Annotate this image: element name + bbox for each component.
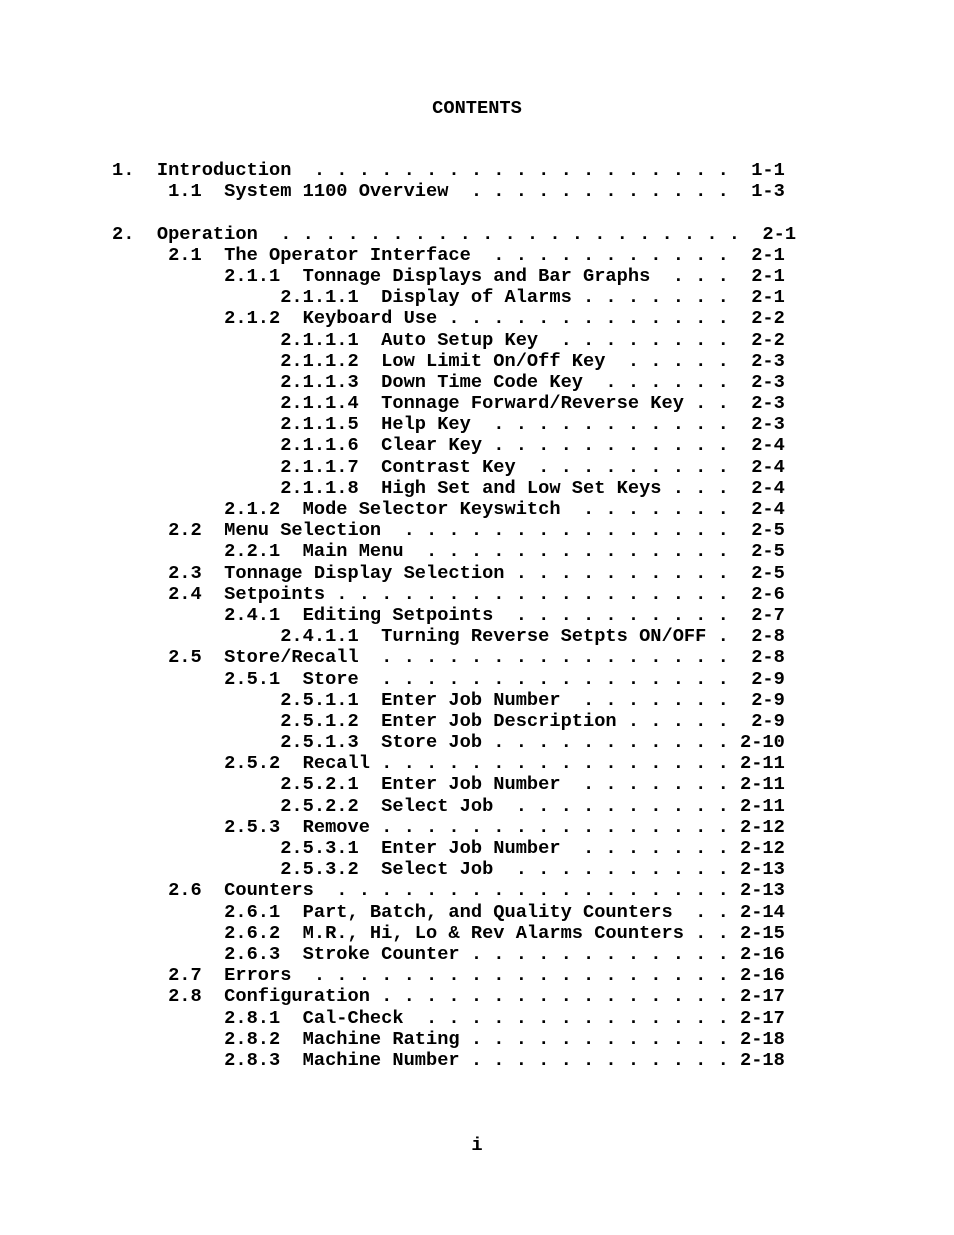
toc-entry-display-of-alarms: 2.1.1.1 Display of Alarms . . . . . . . 2-1: [112, 286, 785, 309]
toc-entry-machine-number: 2.8.3 Machine Number . . . . . . . . . . . . 2-18: [112, 1048, 785, 1071]
toc-entry-auto-setup-key: 2.1.1.1 Auto Setup Key . . . . . . . . 2-2: [112, 328, 785, 351]
toc-entry-configuration: 2.8 Configuration . . . . . . . . . . . . . . . . 2-17: [112, 985, 785, 1008]
toc-entry-operation: 2. Operation . . . . . . . . . . . . . . . . . . . . . 2-1: [112, 222, 797, 245]
toc-entry-operator-interface: 2.1 The Operator Interface . . . . . . . . . . . 2-1: [112, 243, 785, 266]
toc-entry-mode-selector-keyswitch: 2.1.2 Mode Selector Keyswitch . . . . . . . 2-4: [112, 498, 785, 520]
toc-entry-remove: 2.5.3 Remove . . . . . . . . . . . . . . . . 2-12: [112, 815, 785, 838]
toc-entry-machine-rating: 2.8.2 Machine Rating . . . . . . . . . . . . 2-18: [112, 1027, 785, 1050]
toc-entry-editing-setpoints: 2.4.1 Editing Setpoints . . . . . . . . . . 2-7: [112, 603, 785, 626]
toc-entry-store: 2.5.1 Store . . . . . . . . . . . . . . . . 2-9: [112, 667, 785, 690]
toc-entry-part-batch-quality-counters: 2.6.1 Part, Batch, and Quality Counters . . 2-14: [112, 900, 785, 923]
toc-entry-recall-enter-job-number: 2.5.2.1 Enter Job Number . . . . . . . 2-11: [112, 773, 785, 796]
toc-entry-system-1100-overview: 1.1 System 1100 Overview . . . . . . . . . . . . 1-3: [112, 180, 785, 203]
toc-entry-keyboard-use: 2.1.2 Keyboard Use . . . . . . . . . . . . . 2-2: [112, 307, 785, 330]
toc-entry-main-menu: 2.2.1 Main Menu . . . . . . . . . . . . . . 2-5: [112, 540, 785, 563]
table-of-contents: [112, 160, 796, 1071]
toc-entry-low-limit-key: 2.1.1.2 Low Limit On/Off Key . . . . . 2-3: [112, 349, 785, 372]
toc-entry-setpoints: 2.4 Setpoints . . . . . . . . . . . . . . . . . . 2-6: [112, 582, 785, 605]
toc-entry-tonnage-displays: 2.1.1 Tonnage Displays and Bar Graphs . . . 2-1: [112, 264, 785, 287]
toc-entry-remove-select-job: 2.5.3.2 Select Job . . . . . . . . . . 2-13: [112, 858, 785, 881]
toc-entry-tonnage-display-selection: 2.3 Tonnage Display Selection . . . . . . . . . . 2-5: [112, 561, 785, 584]
toc-blank-line: [112, 202, 796, 223]
toc-entry-down-time-code-key: 2.1.1.3 Down Time Code Key . . . . . . 2-3: [112, 370, 785, 393]
toc-entry-stroke-counter: 2.6.3 Stroke Counter . . . . . . . . . . . . 2-16: [112, 942, 785, 965]
toc-entry-cal-check: 2.8.1 Cal-Check . . . . . . . . . . . . . . 2-17: [112, 1006, 785, 1029]
page-title: CONTENTS: [432, 97, 522, 119]
toc-entry-introduction: 1. Introduction . . . . . . . . . . . . . . . . . . . 1-1: [112, 159, 785, 181]
toc-entry-clear-key: 2.1.1.6 Clear Key . . . . . . . . . . . 2-4: [112, 434, 785, 457]
toc-entry-counters: 2.6 Counters . . . . . . . . . . . . . . . . . . 2-13: [112, 879, 785, 902]
toc-entry-recall: 2.5.2 Recall . . . . . . . . . . . . . . . . 2-11: [112, 752, 785, 775]
toc-entry-errors: 2.7 Errors . . . . . . . . . . . . . . . . . . . 2-16: [112, 964, 785, 987]
toc-entry-high-low-set-keys: 2.1.1.8 High Set and Low Set Keys . . . 2-4: [112, 476, 785, 499]
toc-entry-recall-select-job: 2.5.2.2 Select Job . . . . . . . . . . 2-11: [112, 794, 785, 817]
toc-entry-remove-enter-job-number: 2.5.3.1 Enter Job Number . . . . . . . 2-12: [112, 837, 785, 859]
toc-entry-menu-selection: 2.2 Menu Selection . . . . . . . . . . . . . . . 2-5: [112, 519, 785, 542]
toc-entry-contrast-key: 2.1.1.7 Contrast Key . . . . . . . . . 2-4: [112, 455, 785, 478]
toc-entry-reverse-setpts: 2.4.1.1 Turning Reverse Setpts ON/OFF . 2-8: [112, 625, 785, 648]
toc-entry-store-job: 2.5.1.3 Store Job . . . . . . . . . . . 2-10: [112, 731, 785, 754]
toc-entry-enter-job-description: 2.5.1.2 Enter Job Description . . . . . 2-9: [112, 709, 785, 732]
toc-entry-store-enter-job-number: 2.5.1.1 Enter Job Number . . . . . . . 2-9: [112, 688, 785, 711]
toc-entry-alarms-counters: 2.6.2 M.R., Hi, Lo & Rev Alarms Counters . . 2-15: [112, 921, 785, 944]
page-number: i: [471, 1134, 483, 1156]
toc-entry-tonnage-forward-reverse-key: 2.1.1.4 Tonnage Forward/Reverse Key . . 2-3: [112, 392, 785, 415]
toc-entry-help-key: 2.1.1.5 Help Key . . . . . . . . . . . 2-3: [112, 413, 785, 436]
toc-entry-store-recall: 2.5 Store/Recall . . . . . . . . . . . . . . . . 2-8: [112, 646, 785, 669]
